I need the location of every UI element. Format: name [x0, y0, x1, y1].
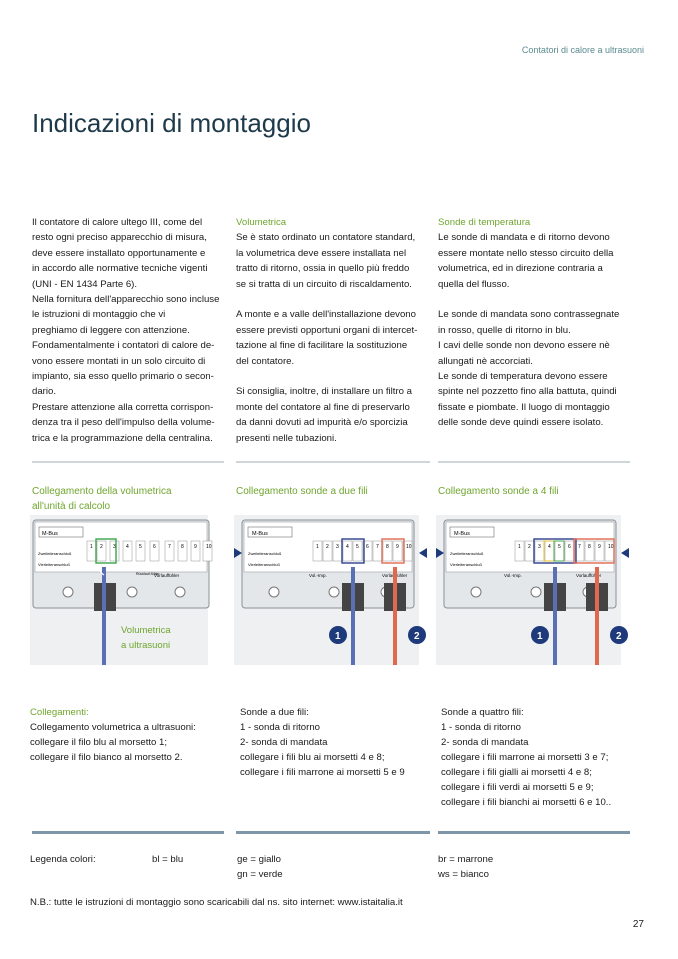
terminal-number: 3 [113, 544, 116, 550]
text-line: vono essere montati in un solo circuito di [32, 355, 206, 367]
diagram-four-wire-probes [436, 515, 631, 670]
divider [438, 461, 630, 463]
text-line: collegare i fili marrone ai morsetti 5 e 9 [240, 767, 405, 778]
terminal-number: 3 [336, 544, 339, 550]
text-line: Se è stato ordinato un contatore standard, [236, 232, 416, 244]
caption-3-lines [441, 720, 641, 810]
legend-brown-white [438, 852, 493, 882]
terminal-number: 9 [194, 544, 197, 550]
caption-2-heading: Sonde a due fili: [240, 707, 309, 718]
terminal-number: 4 [346, 544, 349, 550]
text-line: denza tra il peso dell'impulso della volume- [32, 417, 215, 429]
text-line: A monte e a valle dell'installazione devono [236, 309, 416, 321]
caption-two-wire [240, 705, 435, 780]
vol-imp-label: Vol.-Imp. [309, 573, 327, 578]
terminal-number: 2 [528, 544, 531, 550]
text-line: tratto di ritorno, ossia in quello più freddo [236, 263, 410, 275]
arrow-right [419, 548, 427, 558]
terminal-number: 2 [326, 544, 329, 550]
terminal-number: 4 [548, 544, 551, 550]
diagram-two-wire-probes [234, 515, 429, 670]
text-line: Collegamento volumetrica a ultrasuoni: [30, 722, 196, 733]
mbus-label: M-Bus [454, 531, 470, 537]
terminal-number: 3 [538, 544, 541, 550]
intro-column-1 [32, 215, 222, 446]
terminal-number: 1 [90, 544, 93, 550]
two-wire-label: Zweileiteranschluß [450, 551, 484, 556]
four-wire-label: Vierleiteranschluß [450, 562, 482, 567]
download-note: N.B.: tutte le istruzioni di montaggio sono scaricabili dal ns. sito internet: www.istaitalia.it [30, 897, 403, 908]
text-line: resto ogni preciso apparecchio di misura, [32, 232, 207, 244]
legend-green: gn = verde [237, 869, 283, 880]
legend-yellow: ge = giallo [237, 854, 282, 865]
terminal-number: 4 [126, 544, 129, 550]
vol-imp-label: Vol.-Imp. [504, 573, 522, 578]
diagram-1-heading [32, 484, 172, 514]
text-line: da danni dovuti ad impurità e/o sporcizia [236, 417, 408, 429]
text-line: impianto, sia esso quello primario o secon- [32, 371, 214, 383]
text-line: collegare i fili bianchi ai morsetti 6 e 10.. [441, 797, 612, 808]
text-line: in accordo alle normative tecniche vigenti [32, 263, 208, 275]
volumetrica-paragraph-3 [236, 384, 426, 446]
caption-1-lines [30, 720, 230, 765]
text-line: 2- sonda di mandata [240, 737, 328, 748]
text-line: in rosso, quelle di ritorno in blu. [438, 324, 571, 336]
text-line: la volumetrica deve essere installata nel [236, 247, 407, 259]
sonde-paragraph-1 [438, 230, 638, 292]
text-line: se si tratta di un circuito di riscaldamento. [236, 278, 412, 290]
vorlauf-label: Vorlauffühler [576, 573, 602, 578]
mbus-label: M-Bus [42, 531, 58, 537]
text-line: del contatore. [236, 355, 295, 367]
text-line: Collegamento della volumetrica [32, 486, 172, 497]
text-line: all'unità di calcolo [32, 501, 111, 512]
caption-1-heading: Collegamenti: [30, 707, 89, 718]
terminal-number: 6 [366, 544, 369, 550]
page-title: Indicazioni di montaggio [32, 108, 311, 138]
four-wire-label: Vierleiteranschluß [38, 562, 70, 567]
arrow-right [621, 548, 629, 558]
terminal-number: 10 [608, 544, 614, 550]
text-line: Le sonde di temperatura devono essere [438, 371, 608, 383]
running-header: Contatori di calore a ultrasuoni [521, 45, 644, 55]
terminal-number: 9 [396, 544, 399, 550]
flowmeter-label-1: Volumetrica [121, 625, 171, 636]
text-line: fissate e piombate. Il luogo di montaggio [438, 401, 610, 413]
divider [438, 831, 630, 834]
terminal-number: 5 [356, 544, 359, 550]
text-line: dario. [32, 386, 56, 398]
text-line: preghiamo di leggere con attenzione. [32, 324, 190, 336]
terminal-number: 8 [386, 544, 389, 550]
volumetrica-paragraph-1 [236, 230, 426, 292]
text-line: (UNI - EN 1434 Parte 6). [32, 278, 138, 290]
text-line: delle sonde deve quindi essere isolato. [438, 417, 604, 429]
terminal-number: 7 [376, 544, 379, 550]
text-line: collegare il filo blu al morsetto 1; [30, 737, 168, 748]
terminal-number: 1 [316, 544, 319, 550]
terminal-number: 8 [181, 544, 184, 550]
text-line: 1 - sonda di ritorno [240, 722, 320, 733]
text-line: I cavi delle sonde non devono essere nè [438, 340, 610, 352]
text-line: allungati nè accorciati. [438, 355, 533, 367]
text-line: Nella fornitura dell'apparecchio sono incluse [32, 294, 220, 306]
page-number: 27 [632, 919, 644, 930]
legend-yellow-green [237, 852, 283, 882]
vorlauf-label: Vorlauffühler [154, 573, 180, 578]
terminal-number: 6 [153, 544, 156, 550]
text-line: presenti nelle tubazioni. [236, 432, 337, 444]
vorlauf-label: Vorlauffühler [382, 573, 408, 578]
terminal-number: 7 [578, 544, 581, 550]
caption-flowmeter [30, 705, 230, 765]
text-line: Le sonde di mandata e di ritorno devono [438, 232, 610, 244]
text-line: Prestare attenzione alla corretta corrispon- [32, 401, 214, 413]
legend-blue: bl = blu [152, 854, 184, 865]
terminal-number: 8 [588, 544, 591, 550]
text-line: trica e la programmazione della centralina. [32, 432, 213, 444]
four-wire-label: Vierleiteranschluß [248, 562, 280, 567]
two-wire-label: Zweileiteranschluß [248, 551, 282, 556]
marker-1-label: 1 [537, 631, 543, 642]
legend-white: ws = bianco [438, 869, 489, 880]
legend-label: Legenda colori: [30, 854, 96, 865]
terminal-number: 6 [568, 544, 571, 550]
terminal-number: 1 [518, 544, 521, 550]
volumetrica-heading: Volumetrica [236, 217, 287, 228]
terminal-number: 2 [100, 544, 103, 550]
flowmeter-label-2: a ultrasuoni [121, 640, 171, 651]
text-line: spinte nel pozzetto fino alla battuta, quindi [438, 386, 617, 398]
terminal-number: 9 [598, 544, 601, 550]
diagram-flowmeter-connection [30, 515, 225, 670]
terminal-number: 10 [206, 544, 212, 550]
text-line: volumetrica, ed in direzione contraria a [438, 263, 603, 275]
text-line: collegare i fili marrone ai morsetti 3 e 7; [441, 752, 609, 763]
text-line: essere montate nello stesso circuito della [438, 247, 614, 259]
ruecklauf-label: Rücklauf-fühler [136, 572, 160, 576]
caption-four-wire [441, 705, 641, 810]
legend-brown: br = marrone [438, 854, 494, 865]
text-line: tazione al fine di facilitare la sostituzione [236, 340, 408, 352]
two-wire-label: Zweileiteranschluß [38, 551, 72, 556]
volumetrica-paragraph-2 [236, 307, 426, 369]
text-line: collegare il filo bianco al morsetto 2. [30, 752, 183, 763]
divider [236, 831, 430, 834]
divider [236, 461, 430, 463]
terminal-number: 5 [139, 544, 142, 550]
terminal-number: 10 [406, 544, 412, 550]
intro-column-3 [438, 215, 638, 431]
terminal-number: 7 [168, 544, 171, 550]
text-line: quella del flusso. [438, 278, 510, 290]
marker-2-label: 2 [414, 631, 420, 642]
mbus-label: M-Bus [252, 531, 268, 537]
text-line: monte del contatore al fine di preservarlo [236, 401, 410, 413]
text-line: Il contatore di calore ultego III, come del [32, 217, 203, 228]
divider [32, 831, 224, 834]
divider [32, 461, 224, 463]
diagram-2-heading: Collegamento sonde a due fili [236, 486, 368, 497]
text-line: le istruzioni di montaggio che vi [32, 309, 166, 321]
marker-2-label: 2 [616, 631, 622, 642]
sonde-paragraph-2 [438, 307, 638, 430]
diagram-3-heading: Collegamento sonde a 4 fili [438, 486, 559, 497]
text-line: 1 - sonda di ritorno [441, 722, 521, 733]
intro-column-2 [236, 215, 426, 446]
text-line: collegare i fili blu ai morsetti 4 e 8; [240, 752, 385, 763]
marker-1-label: 1 [335, 631, 341, 642]
text-line: 2- sonda di mandata [441, 737, 529, 748]
text-line: essere previsti opportuni organi di intercet- [236, 324, 418, 336]
text-line: collegare i fili gialli ai morsetti 4 e 8; [441, 767, 592, 778]
text-line: Si consiglia, inoltre, di installare un filtro a [236, 386, 412, 398]
text-line: Le sonde di mandata sono contrassegnate [438, 309, 620, 321]
caption-2-lines [240, 720, 435, 780]
terminal-number: 5 [558, 544, 561, 550]
text-line: collegare i fili verdi ai morsetti 5 e 9; [441, 782, 594, 793]
sonde-heading: Sonde di temperatura [438, 217, 531, 228]
text-line: deve essere installato opportunamente e [32, 247, 206, 259]
text-line: Fondamentalmente i contatori di calore de- [32, 340, 215, 352]
caption-3-heading: Sonde a quattro fili: [441, 707, 524, 718]
